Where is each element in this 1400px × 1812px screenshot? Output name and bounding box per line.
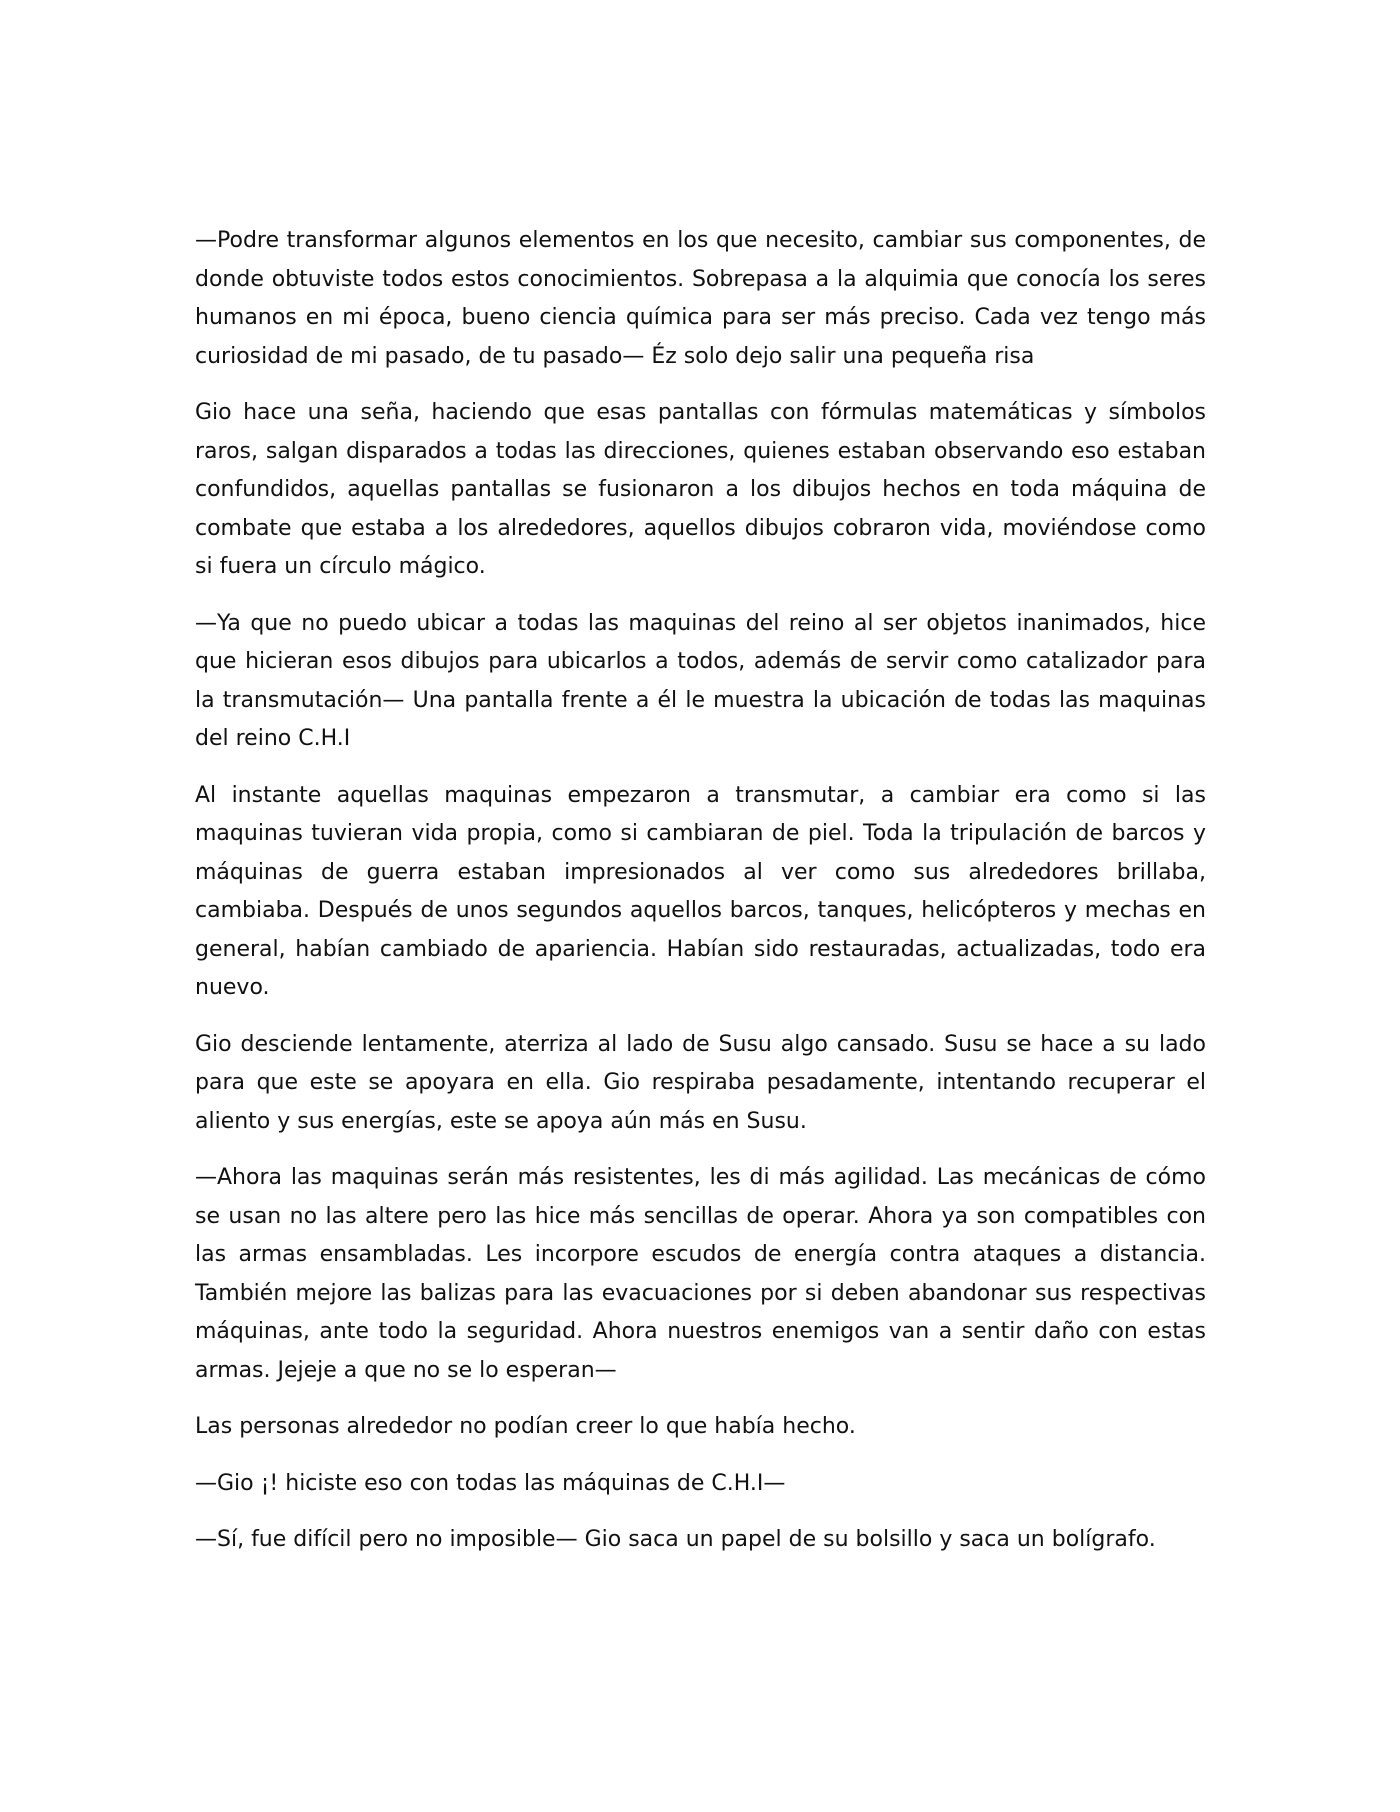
paragraph: —Gio ¡! hiciste eso con todas las máquinas de C.H.I— xyxy=(195,1470,786,1496)
paragraph: Gio desciende lentamente, aterriza al lado de Susu algo cansado. Susu se hace a su lado para que este se apoyara en ella. Gio respiraba pesadamente, intentando recuperar el aliento y sus energías, este se apoya aún más en Susu. xyxy=(195,1031,1206,1134)
paragraph: Al instante aquellas maquinas empezaron a transmutar, a cambiar era como si las maquinas tuvieran vida propia, como si cambiaran de piel. Toda la tripulación de barcos y máquinas de guerra estaban impresionados al ver como sus alrededores brillaba, cambiaba. Después de unos segundos aquellos barcos, tanques, helicópteros y mechas en general, habían cambiado de apariencia. Habían sido restauradas, actualizadas, todo era nuevo. xyxy=(195,782,1206,1000)
paragraph: Las personas alrededor no podían creer lo que había hecho. xyxy=(195,1414,856,1439)
paragraph: —Ahora las maquinas serán más resistentes, les di más agilidad. Las mecánicas de cómo se usan no las altere pero las hice más sencillas de operar. Ahora ya son compatibles con las armas ensambladas. Les incorpore escudos de energía contra ataques a distancia. También mejore las balizas para las evacuaciones por si deben abandonar sus respectivas máquinas, ante todo la seguridad. Ahora nuestros enemigos van a sentir daño con estas armas. Jejeje a que no se lo esperan— xyxy=(195,1165,1206,1383)
paragraph: Gio hace una seña, haciendo que esas pantallas con fórmulas matemáticas y símbolos raros, salgan disparados a todas las direcciones, quienes estaban observando eso estaban confundidos, aquellas pantallas se fusionaron a los dibujos hechos en toda máquina de combate que estaba a los alrededores, aquellos dibujos cobraron vida, moviéndose como si fuera un círculo mágico. xyxy=(195,400,1206,579)
paragraph: —Podre transformar algunos elementos en los que necesito, cambiar sus componentes, de donde obtuviste todos estos conocimientos. Sobrepasa a la alquimia que conocía los seres humanos en mi época, bueno ciencia química para ser más preciso. Cada vez tengo más curiosidad de mi pasado, de tu pasado— Éz solo dejo salir una pequeña risa xyxy=(195,228,1206,369)
document-body xyxy=(195,222,1206,1578)
paragraph: —Ya que no puedo ubicar a todas las maquinas del reino al ser objetos inanimados, hice que hicieran esos dibujos para ubicarlos a todos, además de servir como catalizador para la transmutación— Una pantalla frente a él le muestra la ubicación de todas las maquinas del reino C.H.I xyxy=(195,610,1206,751)
paragraph: —Sí, fue difícil pero no imposible— Gio saca un papel de su bolsillo y saca un bolígrafo. xyxy=(195,1527,1156,1552)
